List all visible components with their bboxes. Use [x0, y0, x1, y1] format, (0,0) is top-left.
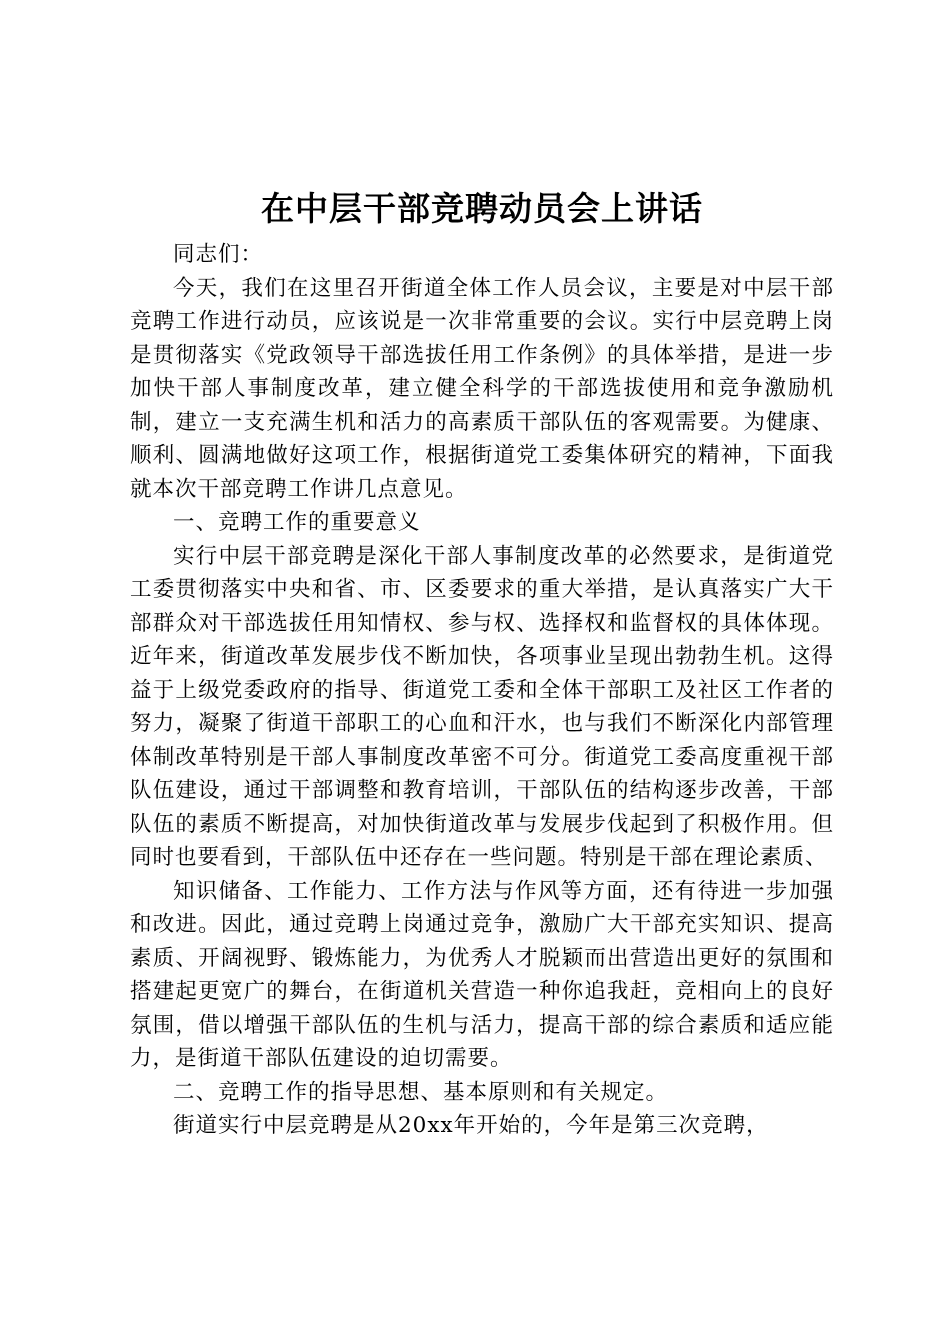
- paragraph-intro: 今天，我们在这里召开街道全体工作人员会议，主要是对中层干部竞聘工作进行动员，应该说是一次非常重要的会议。实行中层竞聘上岗是贯彻落实《党政领导干部选拔任用工作条例》的具体举措，是进一步加快干部人事制度改革，建立健全科学的干部选拔使用和竞争激励机制，建立一支充满生机和活力的高素质干部队伍的客观需要。为健康、顺利、圆满地做好这项工作，根据街道党工委集体研究的精神，下面我就本次干部竞聘工作讲几点意见。: [130, 275, 834, 502]
- salutation: 同志们：: [173, 242, 264, 267]
- document-title: 在中层干部竞聘动员会上讲话: [261, 189, 703, 228]
- paragraph-significance: 实行中层干部竞聘是深化干部人事制度改革的必然要求，是街道党工委贯彻落实中央和省、市、区委要求的重大举措，是认真落实广大干部群众对干部选拔任用知情权、参与权、选择权和监督权的具体体现。近年来，街道改革发展步伐不断加快，各项事业呈现出勃勃生机。这得益于上级党委政府的指导、街道党工委和全体干部职工及社区工作者的努力，凝聚了街道干部职工的心血和汗水，也与我们不断深化内部管理体制改革特别是干部人事制度改革密不可分。街道党工委高度重视干部队伍建设，通过干部调整和教育培训，干部队伍的结构逐步改善，干部队伍的素质不断提高，对加快街道改革与发展步伐起到了积极作用。但同时也要看到，干部队伍中还存在一些问题。特别是干部在理论素质、: [130, 543, 834, 870]
- document-body: [130, 186, 834, 1143]
- paragraph-continuation: 知识储备、工作能力、工作方法与作风等方面，还有待进一步加强和改进。因此，通过竞聘上岗通过竞争，激励广大干部充实知识、提高素质、开阔视野、锻炼能力，为优秀人才脱颖而出营造出更好的氛围和搭建起更宽广的舞台，在街道机关营造一种你追我赶，竞相向上的良好氛围，借以增强干部队伍的生机与活力，提高干部的综合素质和适应能力，是街道干部队伍建设的迫切需要。: [130, 878, 834, 1071]
- paragraph-history: 街道实行中层竞聘是从20xx年开始的，今年是第三次竞聘，: [173, 1113, 769, 1138]
- section-heading-1: 一、竞聘工作的重要意义: [173, 510, 421, 535]
- section-heading-2: 二、竞聘工作的指导思想、基本原则和有关规定。: [173, 1079, 669, 1105]
